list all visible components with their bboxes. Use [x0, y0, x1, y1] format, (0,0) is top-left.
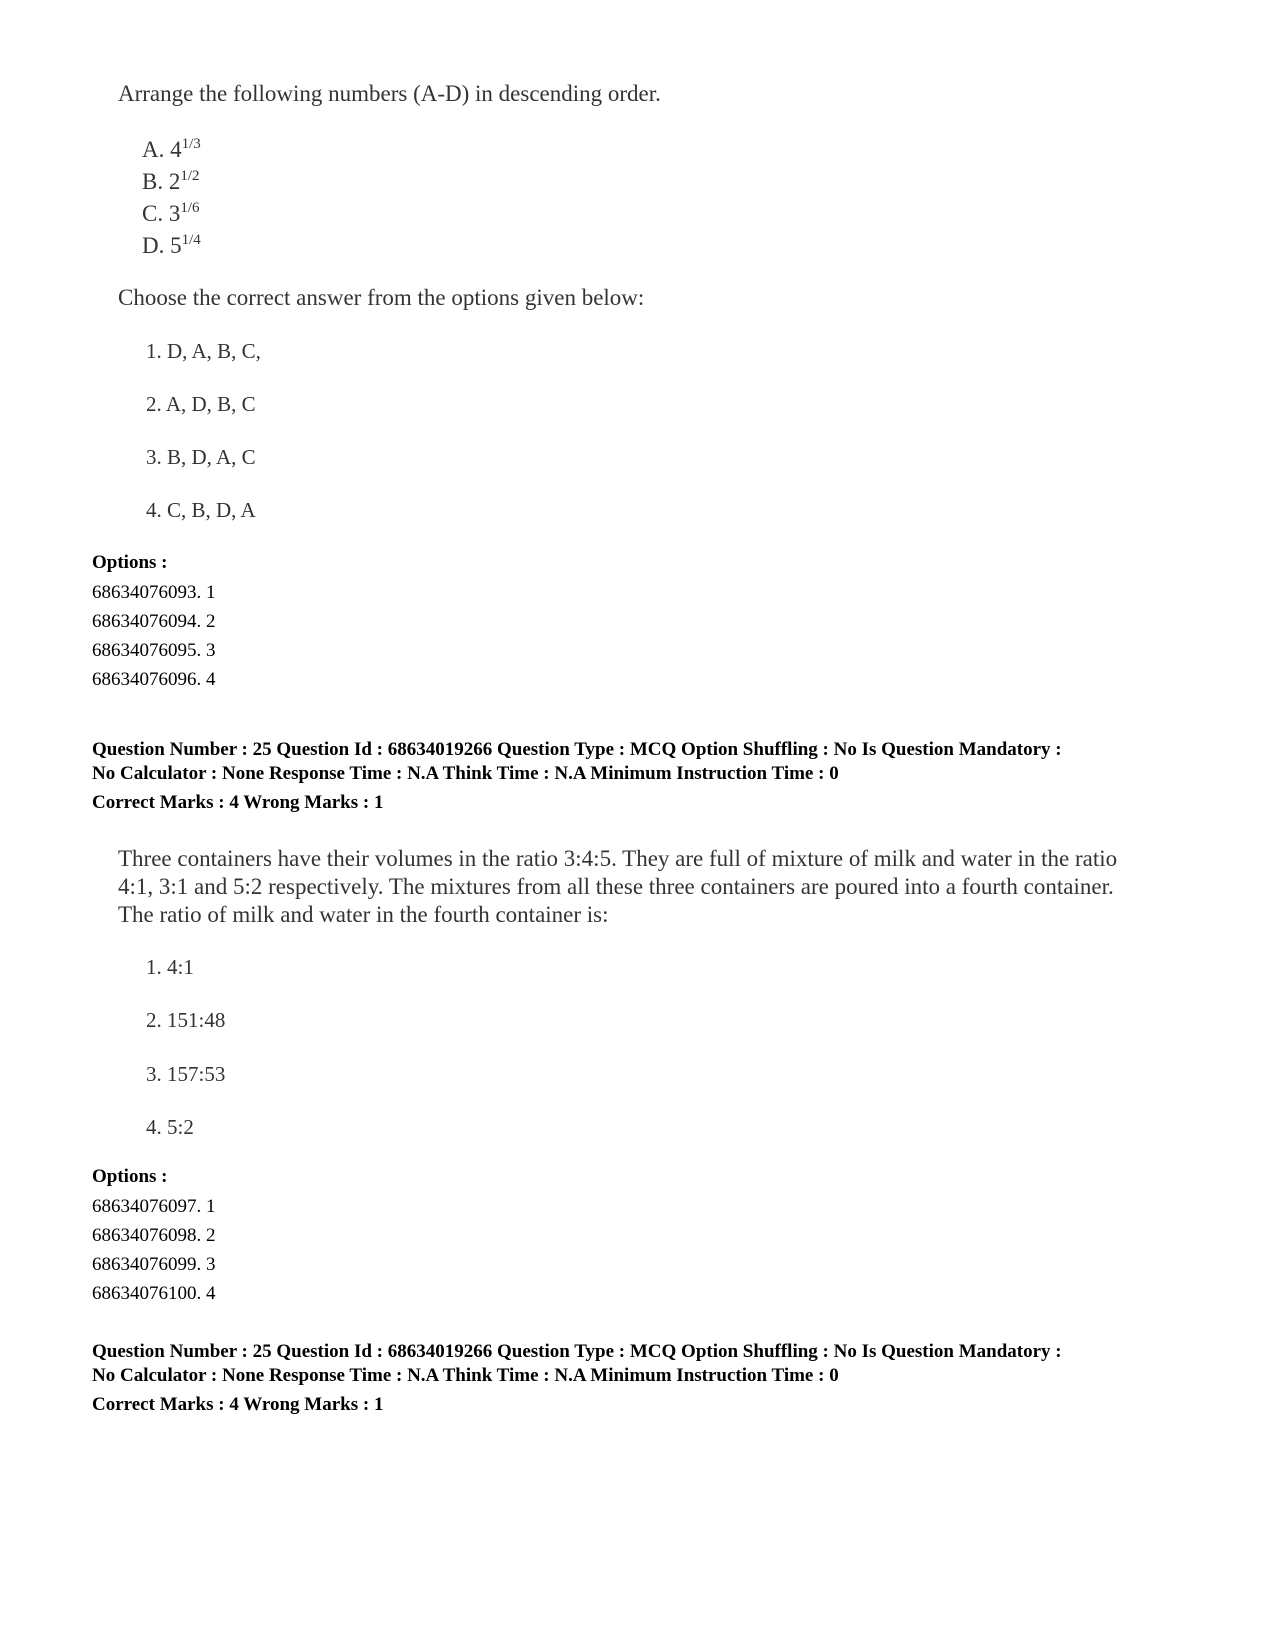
- prompt-line: Three containers have their volumes in the ratio 3:4:5. They are full of mixture of milk and water in the ratio: [118, 846, 1118, 871]
- option-line: 68634076098. 2: [92, 1225, 216, 1246]
- sub-item-a: A. $4^{1/3}$: [142, 136, 201, 162]
- question-meta-line-2: No Calculator : None Response Time : N.A Think Time : N.A Minimum Instruction Time : 0: [92, 763, 839, 784]
- option-line: 68634076095. 3: [92, 640, 216, 661]
- choose-instruction: Choose the correct answer from the options given below:: [118, 285, 645, 310]
- answer-choice-1: 1. 4:1: [146, 955, 194, 979]
- answer-choice-3: 3. B, D, A, C: [146, 445, 256, 469]
- option-line: 68634076099. 3: [92, 1254, 216, 1275]
- answer-choice-1: 1. D, A, B, C,: [146, 339, 261, 363]
- question-marks: Correct Marks : 4 Wrong Marks : 1: [92, 792, 384, 813]
- prompt-line: 4:1, 3:1 and 5:2 respectively. The mixtures from all these three containers are poured into a fourth container.: [118, 874, 1114, 899]
- answer-choice-2: 2. A, D, B, C: [146, 392, 256, 416]
- answer-choice-2: 2. 151:48: [146, 1008, 226, 1032]
- sub-item-b: B. $2^{1/2}$: [142, 168, 200, 194]
- option-line: 68634076100. 4: [92, 1283, 216, 1304]
- option-line: 68634076096. 4: [92, 669, 216, 690]
- options-list: [92, 1192, 216, 1308]
- answer-choice-3: 3. 157:53: [146, 1062, 226, 1086]
- question-meta-line-2: No Calculator : None Response Time : N.A Think Time : N.A Minimum Instruction Time : 0: [92, 1365, 839, 1386]
- options-label: Options :: [92, 1166, 168, 1187]
- option-line: 68634076097. 1: [92, 1196, 216, 1217]
- sub-item-d: D. $5^{1/4}$: [142, 232, 201, 258]
- question-prompt: Arrange the following numbers (A-D) in descending order.: [118, 81, 661, 106]
- answer-choice-4: 4. C, B, D, A: [146, 498, 256, 522]
- question-prompt: [118, 845, 1117, 929]
- option-line: 68634076093. 1: [92, 582, 216, 603]
- options-list: [92, 578, 216, 694]
- answer-choice-4: 4. 5:2: [146, 1115, 194, 1139]
- sub-item-c: C. $3^{1/6}$: [142, 200, 200, 226]
- option-line: 68634076094. 2: [92, 611, 216, 632]
- question-marks: Correct Marks : 4 Wrong Marks : 1: [92, 1394, 384, 1415]
- question-meta-line-1: Question Number : 25 Question Id : 68634019266 Question Type : MCQ Option Shuffling : No Is Question Mandatory :: [92, 739, 1062, 760]
- sub-item-list: [142, 134, 201, 262]
- question-meta-line-1: Question Number : 25 Question Id : 68634019266 Question Type : MCQ Option Shuffling : No Is Question Mandatory :: [92, 1341, 1062, 1362]
- prompt-line: The ratio of milk and water in the fourth container is:: [118, 902, 609, 927]
- options-label: Options :: [92, 552, 168, 573]
